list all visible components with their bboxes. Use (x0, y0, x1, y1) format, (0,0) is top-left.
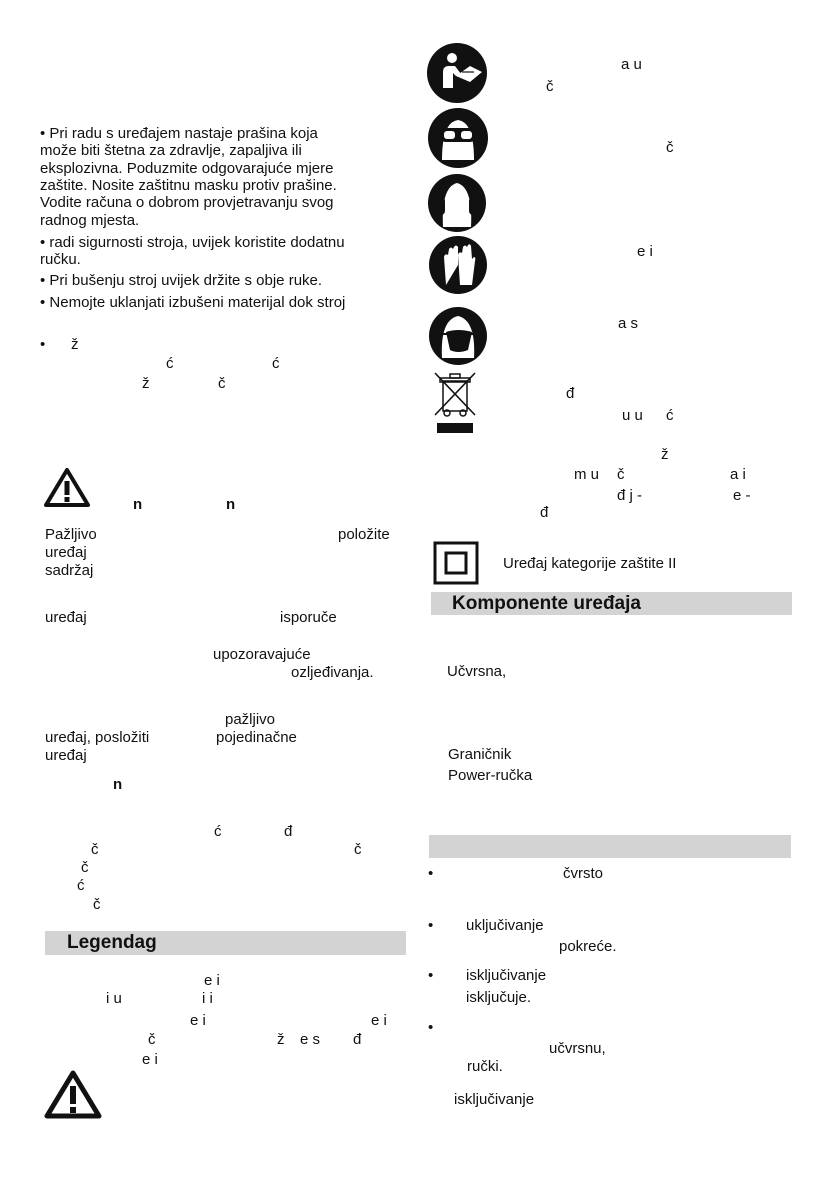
text-fragment: n (226, 496, 236, 513)
text-fragment: isključuje. (466, 989, 532, 1006)
ear-protection-icon (427, 173, 487, 233)
component-label: Power-ručka (448, 767, 533, 784)
text-fragment: đ (540, 504, 549, 521)
text-fragment: e i (371, 1012, 387, 1029)
text-fragment: a s (618, 315, 639, 332)
text-fragment: a i (730, 466, 746, 483)
text-fragment: ž (71, 336, 79, 353)
text-fragment: e i (190, 1012, 206, 1029)
bullet-line: • Nemojte uklanjati izbušeni materijal dok stroj (40, 294, 346, 311)
warning-triangle-icon (44, 467, 90, 507)
bullet-line: • radi sigurnosti stroja, uvijek koristite dodatnu (40, 234, 345, 251)
component-label: Graničnik (448, 746, 512, 763)
text-fragment: e i (637, 243, 653, 260)
text-fragment: đ j - (617, 487, 643, 504)
text-fragment: uključivanje (466, 917, 544, 934)
text-fragment: e i (142, 1051, 158, 1068)
bullet-line: • Pri radu s uređajem nastaje prašina koja (40, 125, 318, 142)
section-header-bar (429, 835, 791, 858)
text-fragment: đ (353, 1031, 362, 1048)
text-fragment: č (354, 841, 362, 858)
text-fragment: uređaj (45, 544, 87, 561)
text-fragment: a u (621, 56, 642, 73)
text-fragment: pojedinačne (216, 729, 297, 746)
text-fragment: m u (574, 466, 600, 483)
text-fragment: č (91, 841, 99, 858)
text-fragment: đ (566, 385, 575, 402)
text-fragment: i u (106, 990, 122, 1007)
text-fragment: položite (338, 526, 390, 543)
weee-crossed-bin-icon (433, 371, 477, 435)
text-fragment: č (546, 78, 554, 95)
bullet-dot: • (428, 917, 434, 934)
text-fragment: uređaj (45, 609, 87, 626)
text-fragment: učvrsnu, (549, 1040, 606, 1057)
bullet-line: eksplozivna. Poduzmite odgovarajuće mjere (40, 159, 334, 177)
text-fragment: ć (214, 823, 222, 840)
protective-gloves-icon (428, 235, 488, 295)
text-fragment: upozoravajuće (213, 646, 311, 663)
text-fragment: n (113, 776, 123, 793)
components-title: Komponente uređaja (452, 593, 641, 614)
bullet-dot: • (40, 336, 46, 353)
dust-mask-icon (428, 306, 488, 366)
text-fragment: sadržaj (45, 562, 94, 579)
read-manual-icon (426, 42, 488, 104)
text-fragment: e - (733, 487, 751, 504)
bullet-dot: • (428, 865, 434, 882)
bullet-line: zaštite. Nosite zaštitnu masku protiv prašine. (40, 176, 337, 194)
text-fragment: č (218, 375, 226, 392)
text-fragment: ć (77, 877, 85, 894)
text-fragment: č (666, 139, 674, 156)
text-fragment: č (93, 896, 101, 913)
warning-triangle-icon (44, 1069, 102, 1119)
text-fragment: č (81, 859, 89, 876)
text-fragment: čvrsto (563, 865, 604, 882)
text-fragment: ž (661, 446, 669, 463)
text-fragment: Pažljivo (45, 526, 97, 543)
text-fragment: isključivanje (454, 1091, 535, 1108)
components-header (431, 592, 792, 615)
text-fragment: ručki. (467, 1058, 503, 1075)
bullet-line: može biti štetna za zdravlje, zapaljiva ili (40, 142, 302, 160)
bullet-line: radnog mjesta. (40, 211, 140, 229)
text-fragment: e i (204, 972, 220, 989)
text-fragment: ž (277, 1031, 285, 1048)
bullet-line: ručku. (40, 251, 81, 269)
text-fragment: đ (284, 823, 293, 840)
text-fragment: pokreće. (559, 938, 617, 955)
text-fragment: ć (666, 407, 674, 424)
eye-protection-icon (427, 108, 489, 168)
legend-title: Legendag (67, 932, 157, 953)
text-fragment: ć (272, 355, 280, 372)
text-fragment: č (148, 1031, 156, 1048)
text-fragment: č (617, 466, 625, 483)
text-fragment: ć (166, 355, 174, 372)
component-label: Učvrsna, (447, 663, 507, 680)
text-fragment: isporuče (280, 609, 337, 626)
text-fragment: isključivanje (466, 967, 547, 984)
text-fragment: n (133, 496, 143, 513)
class-ii-label: Uređaj kategorije zaštite II (503, 555, 677, 572)
bullet-line: • Pri bušenju stroj uvijek držite s obje ruke. (40, 272, 323, 289)
legend-header (45, 931, 406, 955)
text-fragment: ž (142, 375, 150, 392)
text-fragment: i i (202, 990, 213, 1007)
bullet-line: Vodite računa o dobrom provjetravanju svog (40, 194, 334, 212)
text-fragment: e s (300, 1031, 321, 1048)
text-fragment: u u (622, 407, 643, 424)
text-fragment: uređaj, posložiti (45, 729, 150, 746)
text-fragment: ozljeđivanja. (291, 664, 374, 681)
text-fragment: pažljivo (225, 711, 276, 728)
bullet-dot: • (428, 1019, 434, 1036)
protection-class-ii-icon (433, 541, 479, 585)
text-fragment: uređaj (45, 747, 87, 764)
bullet-dot: • (428, 967, 434, 984)
